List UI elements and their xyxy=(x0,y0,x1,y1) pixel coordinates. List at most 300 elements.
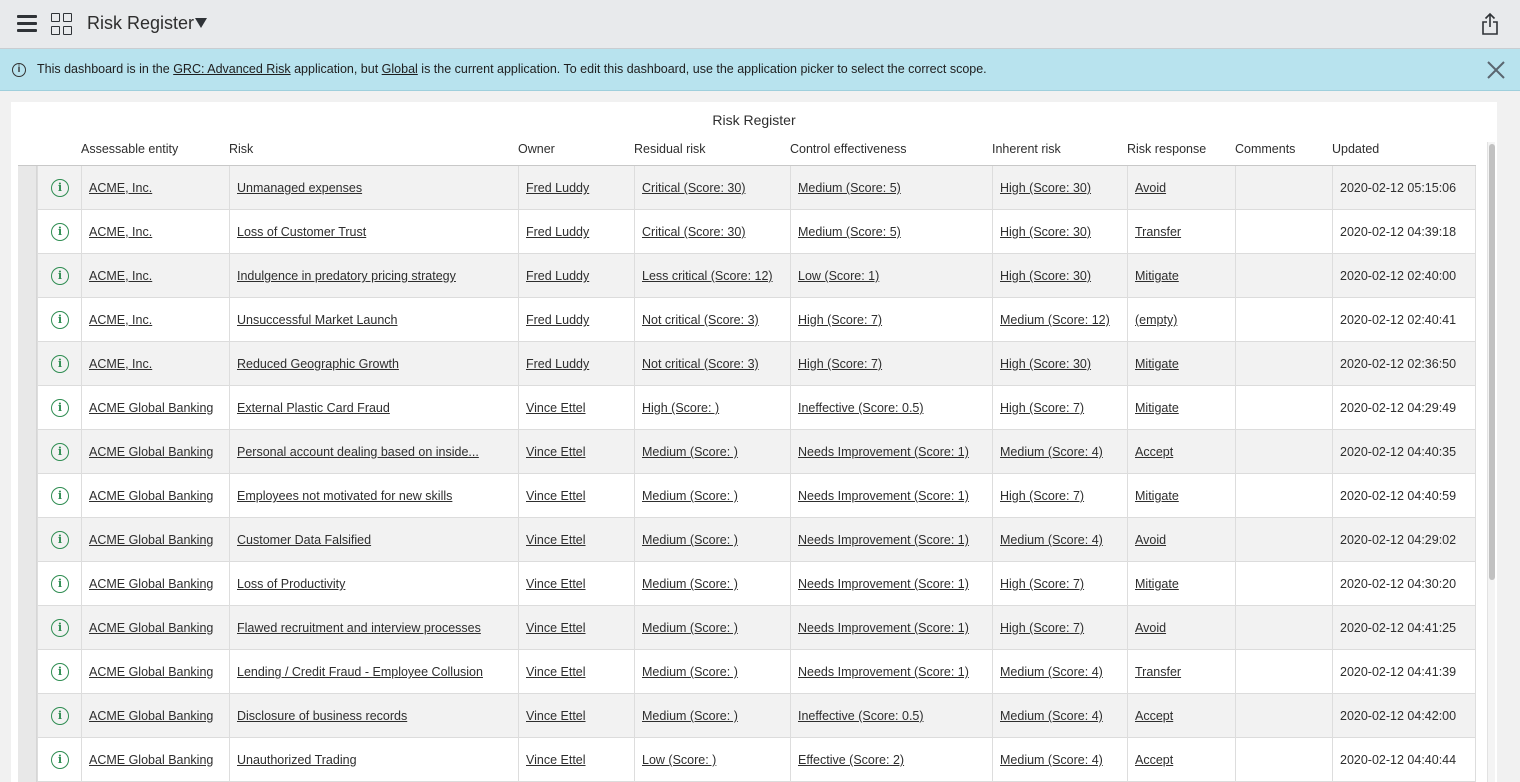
grc-advanced-risk-link[interactable]: GRC: Advanced Risk xyxy=(173,62,291,76)
cell-risk-response[interactable]: Accept xyxy=(1135,445,1174,459)
scrollbar-thumb[interactable] xyxy=(1489,144,1495,580)
column-divider xyxy=(81,166,82,210)
cell-residual-risk[interactable]: Medium (Score: ) xyxy=(642,445,738,459)
table-row xyxy=(18,738,1476,782)
column-divider xyxy=(229,738,230,782)
column-divider xyxy=(1127,430,1128,474)
column-divider xyxy=(992,386,993,430)
cell-risk[interactable]: Unauthorized Trading xyxy=(237,753,357,767)
cell-residual-risk[interactable]: Medium (Score: ) xyxy=(642,533,738,547)
cell-owner[interactable]: Fred Luddy xyxy=(526,181,590,195)
table-row xyxy=(18,298,1476,342)
column-divider xyxy=(790,254,791,298)
column-divider xyxy=(992,298,993,342)
column-divider xyxy=(790,694,791,738)
column-divider xyxy=(81,430,82,474)
cell-risk[interactable]: Indulgence in predatory pricing strategy xyxy=(237,269,456,283)
cell-assessable-entity[interactable]: ACME, Inc. xyxy=(89,357,153,371)
column-divider xyxy=(1475,606,1476,650)
close-icon[interactable] xyxy=(1486,60,1506,80)
cell-residual-risk[interactable]: High (Score: ) xyxy=(642,401,720,415)
cell-updated: 2020-02-12 04:29:02 xyxy=(1340,533,1457,547)
column-divider xyxy=(634,342,635,386)
column-divider xyxy=(1235,738,1236,782)
column-divider xyxy=(1127,474,1128,518)
cell-assessable-entity[interactable]: ACME, Inc. xyxy=(89,225,153,239)
cell-residual-risk[interactable]: Low (Score: ) xyxy=(642,753,717,767)
column-divider xyxy=(1235,386,1236,430)
column-divider xyxy=(634,694,635,738)
column-divider xyxy=(1127,562,1128,606)
column-divider xyxy=(1235,562,1236,606)
column-divider xyxy=(634,210,635,254)
column-divider xyxy=(992,342,993,386)
column-divider xyxy=(1332,474,1333,518)
cell-risk[interactable]: Reduced Geographic Growth xyxy=(237,357,399,371)
column-divider xyxy=(518,254,519,298)
cell-control-effectiveness[interactable]: Needs Improvement (Score: 1) xyxy=(798,621,969,635)
row-info-icon[interactable]: i xyxy=(51,267,69,285)
cell-control-effectiveness[interactable]: Needs Improvement (Score: 1) xyxy=(798,445,969,459)
column-divider xyxy=(518,474,519,518)
row-gutter xyxy=(18,342,37,386)
column-divider xyxy=(229,694,230,738)
column-divider xyxy=(1332,562,1333,606)
cell-risk-response[interactable]: Mitigate xyxy=(1135,489,1179,503)
cell-owner[interactable]: Fred Luddy xyxy=(526,269,590,283)
share-icon[interactable] xyxy=(1480,12,1500,36)
table-row xyxy=(18,606,1476,650)
column-header-risk-response[interactable]: Risk response xyxy=(1127,142,1207,156)
cell-updated: 2020-02-12 04:40:44 xyxy=(1340,753,1457,767)
cell-assessable-entity[interactable]: ACME, Inc. xyxy=(89,269,153,283)
cell-updated: 2020-02-12 04:40:35 xyxy=(1340,445,1457,459)
column-divider xyxy=(992,166,993,210)
cell-updated: 2020-02-12 02:36:50 xyxy=(1340,357,1457,371)
info-icon: i xyxy=(12,63,26,77)
cell-updated: 2020-02-12 04:42:00 xyxy=(1340,709,1457,723)
cell-residual-risk[interactable]: Medium (Score: ) xyxy=(642,665,738,679)
title-dropdown-caret-icon[interactable] xyxy=(195,18,207,28)
cell-updated: 2020-02-12 04:41:25 xyxy=(1340,621,1457,635)
cell-updated: 2020-02-12 04:40:59 xyxy=(1340,489,1457,503)
row-info-icon[interactable]: i xyxy=(51,751,69,769)
cell-risk-response[interactable]: Avoid xyxy=(1135,533,1167,547)
cell-updated: 2020-02-12 04:30:20 xyxy=(1340,577,1457,591)
column-divider xyxy=(1332,210,1333,254)
column-divider xyxy=(1332,650,1333,694)
column-header-residual-risk[interactable]: Residual risk xyxy=(634,142,706,156)
column-divider xyxy=(634,738,635,782)
column-divider xyxy=(1235,254,1236,298)
column-divider xyxy=(229,210,230,254)
column-divider xyxy=(37,210,38,254)
column-divider xyxy=(518,166,519,210)
column-divider xyxy=(1475,694,1476,738)
cell-assessable-entity[interactable]: ACME Global Banking xyxy=(89,401,214,415)
cell-updated: 2020-02-12 04:39:18 xyxy=(1340,225,1457,239)
cell-control-effectiveness[interactable]: Needs Improvement (Score: 1) xyxy=(798,489,969,503)
banner-message xyxy=(37,62,987,76)
column-divider xyxy=(81,210,82,254)
cell-inherent-risk[interactable]: High (Score: 30) xyxy=(1000,181,1092,195)
column-divider xyxy=(634,430,635,474)
column-divider xyxy=(1332,342,1333,386)
column-divider xyxy=(37,342,38,386)
cell-owner[interactable]: Fred Luddy xyxy=(526,357,590,371)
cell-residual-risk[interactable]: Not critical (Score: 3) xyxy=(642,313,759,327)
cell-risk[interactable]: External Plastic Card Fraud xyxy=(237,401,390,415)
column-divider xyxy=(1332,298,1333,342)
cell-assessable-entity[interactable]: ACME Global Banking xyxy=(89,489,214,503)
cell-assessable-entity[interactable]: ACME Global Banking xyxy=(89,445,214,459)
column-divider xyxy=(1475,254,1476,298)
column-divider xyxy=(518,562,519,606)
column-divider xyxy=(229,474,230,518)
cell-inherent-risk[interactable]: High (Score: 7) xyxy=(1000,401,1085,415)
cell-owner[interactable]: Vince Ettel xyxy=(526,401,586,415)
cell-risk-response[interactable]: Mitigate xyxy=(1135,357,1179,371)
row-info-icon[interactable]: i xyxy=(51,355,69,373)
cell-risk-response[interactable]: Transfer xyxy=(1135,665,1182,679)
cell-updated: 2020-02-12 04:41:39 xyxy=(1340,665,1457,679)
column-divider xyxy=(790,518,791,562)
row-info-icon[interactable]: i xyxy=(51,223,69,241)
row-info-icon[interactable]: i xyxy=(51,575,69,593)
column-divider xyxy=(1235,430,1236,474)
column-divider xyxy=(634,650,635,694)
cell-assessable-entity[interactable]: ACME Global Banking xyxy=(89,577,214,591)
cell-updated: 2020-02-12 05:15:06 xyxy=(1340,181,1457,195)
cell-updated: 2020-02-12 02:40:41 xyxy=(1340,313,1457,327)
column-divider xyxy=(1475,298,1476,342)
cell-owner[interactable]: Fred Luddy xyxy=(526,225,590,239)
column-divider xyxy=(992,474,993,518)
row-gutter xyxy=(18,254,37,298)
column-divider xyxy=(634,298,635,342)
grid-apps-icon[interactable] xyxy=(51,13,72,35)
banner-text-suffix: is the current application. To edit this dashboard, use the application picker to select the correct scope. xyxy=(417,62,987,76)
cell-assessable-entity[interactable]: ACME, Inc. xyxy=(89,313,153,327)
column-divider xyxy=(1127,694,1128,738)
cell-risk[interactable]: Unsuccessful Market Launch xyxy=(237,313,398,327)
table-body xyxy=(18,166,1476,782)
global-scope-link[interactable]: Global xyxy=(381,62,418,76)
table-row xyxy=(18,518,1476,562)
column-header-control-effectiveness[interactable]: Control effectiveness xyxy=(790,142,907,156)
cell-residual-risk[interactable]: Medium (Score: ) xyxy=(642,577,738,591)
cell-inherent-risk[interactable]: Medium (Score: 4) xyxy=(1000,709,1103,723)
cell-control-effectiveness[interactable]: High (Score: 7) xyxy=(798,313,883,327)
row-gutter xyxy=(18,430,37,474)
column-divider xyxy=(1127,386,1128,430)
hamburger-menu-icon[interactable] xyxy=(17,15,37,33)
column-divider xyxy=(37,430,38,474)
column-divider xyxy=(229,254,230,298)
cell-risk[interactable]: Disclosure of business records xyxy=(237,709,408,723)
cell-owner[interactable]: Vince Ettel xyxy=(526,445,586,459)
cell-inherent-risk[interactable]: Medium (Score: 4) xyxy=(1000,665,1103,679)
column-divider xyxy=(1235,210,1236,254)
cell-residual-risk[interactable]: Critical (Score: 30) xyxy=(642,225,746,239)
table-row xyxy=(18,474,1476,518)
cell-owner[interactable]: Vince Ettel xyxy=(526,489,586,503)
row-info-icon[interactable]: i xyxy=(51,179,69,197)
column-divider xyxy=(81,738,82,782)
cell-inherent-risk[interactable]: High (Score: 30) xyxy=(1000,269,1092,283)
table-row xyxy=(18,430,1476,474)
cell-inherent-risk[interactable]: High (Score: 30) xyxy=(1000,357,1092,371)
column-divider xyxy=(1332,386,1333,430)
cell-owner[interactable]: Vince Ettel xyxy=(526,753,586,767)
column-divider xyxy=(1235,342,1236,386)
column-divider xyxy=(790,210,791,254)
cell-control-effectiveness[interactable]: Needs Improvement (Score: 1) xyxy=(798,533,969,547)
column-divider xyxy=(1235,166,1236,210)
column-divider xyxy=(634,518,635,562)
column-header-comments[interactable]: Comments xyxy=(1235,142,1296,156)
column-divider xyxy=(518,738,519,782)
column-divider xyxy=(518,430,519,474)
row-gutter xyxy=(18,518,37,562)
column-divider xyxy=(1332,694,1333,738)
column-divider xyxy=(1235,518,1236,562)
cell-residual-risk[interactable]: Medium (Score: ) xyxy=(642,709,738,723)
cell-residual-risk[interactable]: Not critical (Score: 3) xyxy=(642,357,759,371)
cell-risk-response[interactable]: Avoid xyxy=(1135,181,1167,195)
cell-control-effectiveness[interactable]: Ineffective (Score: 0.5) xyxy=(798,709,924,723)
table-header xyxy=(18,140,1476,166)
cell-inherent-risk[interactable]: High (Score: 7) xyxy=(1000,621,1085,635)
column-header-updated[interactable]: Updated xyxy=(1332,142,1380,156)
column-divider xyxy=(790,650,791,694)
column-divider xyxy=(634,386,635,430)
cell-assessable-entity[interactable]: ACME Global Banking xyxy=(89,753,214,767)
vertical-scrollbar[interactable] xyxy=(1487,142,1495,782)
column-divider xyxy=(518,606,519,650)
cell-risk-response[interactable]: Accept xyxy=(1135,753,1174,767)
column-divider xyxy=(81,562,82,606)
cell-risk-response[interactable]: Transfer xyxy=(1135,225,1182,239)
column-divider xyxy=(1127,650,1128,694)
cell-inherent-risk[interactable]: High (Score: 30) xyxy=(1000,225,1092,239)
column-divider xyxy=(634,254,635,298)
row-info-icon[interactable]: i xyxy=(51,487,69,505)
column-divider xyxy=(790,606,791,650)
column-divider xyxy=(81,518,82,562)
cell-risk[interactable]: Flawed recruitment and interview processes xyxy=(237,621,481,635)
column-divider xyxy=(81,254,82,298)
cell-residual-risk[interactable]: Medium (Score: ) xyxy=(642,621,738,635)
column-divider xyxy=(37,254,38,298)
column-divider xyxy=(81,298,82,342)
cell-assessable-entity[interactable]: ACME Global Banking xyxy=(89,621,214,635)
column-divider xyxy=(1127,298,1128,342)
column-header-owner[interactable]: Owner xyxy=(518,142,555,156)
column-divider xyxy=(1475,166,1476,210)
column-divider xyxy=(634,166,635,210)
column-divider xyxy=(229,166,230,210)
column-divider xyxy=(37,694,38,738)
cell-owner[interactable]: Vince Ettel xyxy=(526,709,586,723)
column-divider xyxy=(518,386,519,430)
cell-risk-response[interactable]: (empty) xyxy=(1135,313,1178,327)
widget-title: Risk Register xyxy=(712,112,796,128)
top-bar xyxy=(0,0,1520,49)
cell-owner[interactable]: Vince Ettel xyxy=(526,665,586,679)
column-divider xyxy=(790,430,791,474)
cell-risk[interactable]: Customer Data Falsified xyxy=(237,533,372,547)
column-divider xyxy=(229,298,230,342)
cell-residual-risk[interactable]: Critical (Score: 30) xyxy=(642,181,746,195)
cell-risk-response[interactable]: Accept xyxy=(1135,709,1174,723)
cell-control-effectiveness[interactable]: Needs Improvement (Score: 1) xyxy=(798,577,969,591)
column-divider xyxy=(1475,738,1476,782)
column-divider xyxy=(790,562,791,606)
cell-risk[interactable]: Loss of Productivity xyxy=(237,577,346,591)
cell-risk-response[interactable]: Mitigate xyxy=(1135,577,1179,591)
column-divider xyxy=(992,430,993,474)
column-divider xyxy=(1332,738,1333,782)
row-info-icon[interactable]: i xyxy=(51,707,69,725)
cell-inherent-risk[interactable]: Medium (Score: 4) xyxy=(1000,533,1103,547)
column-divider xyxy=(518,694,519,738)
column-divider xyxy=(518,342,519,386)
cell-inherent-risk[interactable]: Medium (Score: 4) xyxy=(1000,445,1103,459)
column-divider xyxy=(229,606,230,650)
cell-residual-risk[interactable]: Medium (Score: ) xyxy=(642,489,738,503)
cell-assessable-entity[interactable]: ACME Global Banking xyxy=(89,665,214,679)
column-divider xyxy=(1332,606,1333,650)
row-info-icon[interactable]: i xyxy=(51,619,69,637)
cell-owner[interactable]: Fred Luddy xyxy=(526,313,590,327)
cell-risk[interactable]: Personal account dealing based on inside... xyxy=(237,445,479,459)
column-divider xyxy=(1475,342,1476,386)
column-divider xyxy=(1235,298,1236,342)
column-divider xyxy=(1127,342,1128,386)
column-divider xyxy=(37,474,38,518)
column-divider xyxy=(1127,606,1128,650)
cell-control-effectiveness[interactable]: Medium (Score: 5) xyxy=(798,225,901,239)
cell-owner[interactable]: Vince Ettel xyxy=(526,621,586,635)
column-divider xyxy=(1475,562,1476,606)
column-divider xyxy=(1332,254,1333,298)
row-info-icon[interactable]: i xyxy=(51,663,69,681)
column-divider xyxy=(518,650,519,694)
column-divider xyxy=(37,562,38,606)
column-divider xyxy=(37,606,38,650)
info-banner xyxy=(0,49,1520,91)
table-row xyxy=(18,386,1476,430)
column-divider xyxy=(1235,694,1236,738)
column-divider xyxy=(1235,606,1236,650)
column-divider xyxy=(229,650,230,694)
column-divider xyxy=(229,518,230,562)
cell-risk[interactable]: Lending / Credit Fraud - Employee Collusion xyxy=(237,665,483,679)
column-divider xyxy=(790,386,791,430)
row-info-icon[interactable]: i xyxy=(51,443,69,461)
cell-inherent-risk[interactable]: High (Score: 7) xyxy=(1000,489,1085,503)
cell-risk-response[interactable]: Mitigate xyxy=(1135,401,1179,415)
cell-control-effectiveness[interactable]: High (Score: 7) xyxy=(798,357,883,371)
column-divider xyxy=(81,386,82,430)
column-divider xyxy=(992,694,993,738)
column-header-assessable-entity[interactable]: Assessable entity xyxy=(81,142,179,156)
column-divider xyxy=(992,518,993,562)
column-divider xyxy=(992,650,993,694)
row-gutter xyxy=(18,474,37,518)
column-header-risk[interactable]: Risk xyxy=(229,142,254,156)
table-row xyxy=(18,650,1476,694)
table-row xyxy=(18,166,1476,210)
cell-inherent-risk[interactable]: Medium (Score: 12) xyxy=(1000,313,1110,327)
column-divider xyxy=(1475,210,1476,254)
cell-updated: 2020-02-12 04:29:49 xyxy=(1340,401,1457,415)
column-divider xyxy=(1475,386,1476,430)
column-divider xyxy=(81,606,82,650)
cell-risk[interactable]: Loss of Customer Trust xyxy=(237,225,367,239)
cell-control-effectiveness[interactable]: Effective (Score: 2) xyxy=(798,753,905,767)
column-divider xyxy=(518,298,519,342)
banner-text-middle: application, but xyxy=(290,62,382,76)
column-header-inherent-risk[interactable]: Inherent risk xyxy=(992,142,1061,156)
cell-inherent-risk[interactable]: High (Score: 7) xyxy=(1000,577,1085,591)
row-info-icon[interactable]: i xyxy=(51,399,69,417)
risk-register-widget xyxy=(11,102,1497,782)
banner-text-prefix: This dashboard is in the xyxy=(37,62,174,76)
cell-assessable-entity[interactable]: ACME, Inc. xyxy=(89,181,153,195)
column-divider xyxy=(1475,430,1476,474)
cell-control-effectiveness[interactable]: Ineffective (Score: 0.5) xyxy=(798,401,924,415)
cell-owner[interactable]: Vince Ettel xyxy=(526,577,586,591)
column-divider xyxy=(992,210,993,254)
column-divider xyxy=(37,518,38,562)
cell-risk-response[interactable]: Mitigate xyxy=(1135,269,1179,283)
cell-owner[interactable]: Vince Ettel xyxy=(526,533,586,547)
cell-updated: 2020-02-12 02:40:00 xyxy=(1340,269,1457,283)
cell-risk[interactable]: Unmanaged expenses xyxy=(237,181,363,195)
row-gutter xyxy=(18,650,37,694)
cell-inherent-risk[interactable]: Medium (Score: 4) xyxy=(1000,753,1103,767)
column-divider xyxy=(81,650,82,694)
column-divider xyxy=(1332,166,1333,210)
table-row xyxy=(18,254,1476,298)
cell-control-effectiveness[interactable]: Medium (Score: 5) xyxy=(798,181,901,195)
column-divider xyxy=(518,210,519,254)
page-title: Risk Register xyxy=(87,13,195,33)
table-row xyxy=(18,694,1476,738)
column-divider xyxy=(1332,430,1333,474)
column-divider xyxy=(1475,650,1476,694)
column-divider xyxy=(229,342,230,386)
column-divider xyxy=(229,386,230,430)
cell-control-effectiveness[interactable]: Low (Score: 1) xyxy=(798,269,880,283)
cell-risk-response[interactable]: Avoid xyxy=(1135,621,1167,635)
row-gutter xyxy=(18,298,37,342)
cell-control-effectiveness[interactable]: Needs Improvement (Score: 1) xyxy=(798,665,969,679)
table-row xyxy=(18,342,1476,386)
table-row xyxy=(18,210,1476,254)
cell-assessable-entity[interactable]: ACME Global Banking xyxy=(89,533,214,547)
row-info-icon[interactable]: i xyxy=(51,311,69,329)
cell-assessable-entity[interactable]: ACME Global Banking xyxy=(89,709,214,723)
cell-residual-risk[interactable]: Less critical (Score: 12) xyxy=(642,269,773,283)
column-divider xyxy=(37,386,38,430)
row-info-icon[interactable]: i xyxy=(51,531,69,549)
cell-risk[interactable]: Employees not motivated for new skills xyxy=(237,489,453,503)
column-divider xyxy=(37,738,38,782)
row-gutter xyxy=(18,606,37,650)
